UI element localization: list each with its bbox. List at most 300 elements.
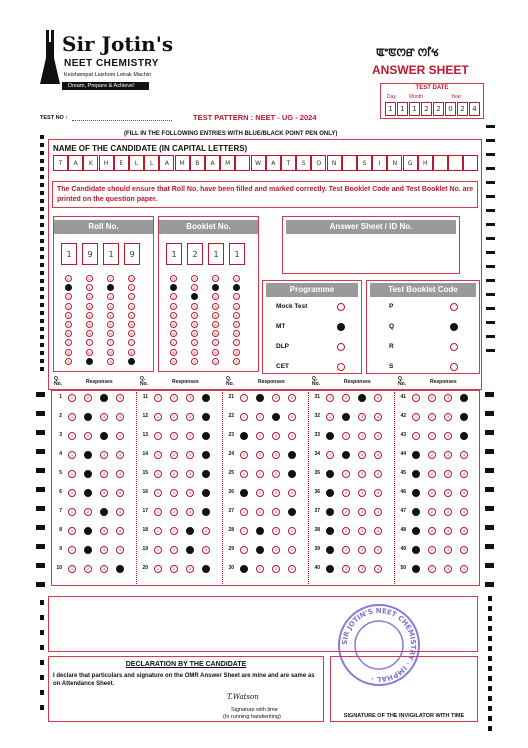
response-bubble[interactable]: 1 xyxy=(240,546,248,554)
response-bubble[interactable]: 1 xyxy=(326,394,334,402)
response-bubble[interactable]: 4 xyxy=(374,470,382,478)
roll-digit-cell[interactable]: 9 xyxy=(124,243,140,265)
roll-bubble[interactable]: 0 xyxy=(86,275,93,282)
booklet-bubble[interactable]: 1 xyxy=(233,284,240,291)
response-bubble[interactable]: 2 xyxy=(170,413,178,421)
response-bubble[interactable]: 3 xyxy=(272,470,280,478)
response-bubble[interactable]: 2 xyxy=(428,432,436,440)
roll-bubble[interactable]: 3 xyxy=(86,303,93,310)
response-bubble[interactable]: 3 xyxy=(186,508,194,516)
response-bubble[interactable]: 4 xyxy=(288,451,296,459)
response-bubble[interactable]: 2 xyxy=(84,413,92,421)
booklet-bubble[interactable]: 5 xyxy=(170,321,177,328)
date-digit-cell[interactable]: 2 xyxy=(457,102,468,116)
response-bubble[interactable]: 1 xyxy=(68,546,76,554)
name-letter-cell[interactable]: A xyxy=(205,155,220,171)
booklet-bubble[interactable]: 3 xyxy=(170,303,177,310)
candidate-signature[interactable]: T.Watson xyxy=(227,693,259,701)
name-letter-cell[interactable]: A xyxy=(159,155,174,171)
response-bubble[interactable]: 4 xyxy=(460,470,468,478)
roll-bubble[interactable]: 6 xyxy=(128,330,135,337)
response-bubble[interactable]: 3 xyxy=(186,432,194,440)
response-bubble[interactable]: 2 xyxy=(342,432,350,440)
roll-bubble[interactable]: 4 xyxy=(65,312,72,319)
name-letter-cell[interactable]: K xyxy=(83,155,98,171)
booklet-bubble[interactable]: 7 xyxy=(170,339,177,346)
name-letter-cell[interactable] xyxy=(235,155,250,171)
response-bubble[interactable]: 2 xyxy=(84,546,92,554)
response-bubble[interactable]: 1 xyxy=(412,527,420,535)
response-bubble[interactable]: 2 xyxy=(170,508,178,516)
booklet-code-option-bubble[interactable] xyxy=(450,323,458,331)
roll-bubble[interactable]: 9 xyxy=(128,358,135,365)
response-bubble[interactable]: 1 xyxy=(68,470,76,478)
response-bubble[interactable]: 3 xyxy=(444,527,452,535)
response-bubble[interactable]: 3 xyxy=(186,451,194,459)
response-bubble[interactable]: 1 xyxy=(68,527,76,535)
response-bubble[interactable]: 2 xyxy=(342,565,350,573)
response-bubble[interactable]: 3 xyxy=(186,546,194,554)
booklet-bubble[interactable]: 8 xyxy=(170,349,177,356)
response-bubble[interactable]: 1 xyxy=(326,432,334,440)
roll-bubble[interactable]: 8 xyxy=(65,349,72,356)
date-digit-cell[interactable]: 2 xyxy=(433,102,444,116)
name-letter-cell[interactable] xyxy=(448,155,463,171)
response-bubble[interactable]: 2 xyxy=(342,470,350,478)
response-bubble[interactable]: 3 xyxy=(272,546,280,554)
response-bubble[interactable]: 4 xyxy=(374,546,382,554)
response-bubble[interactable]: 2 xyxy=(256,527,264,535)
booklet-digit-cell[interactable]: 1 xyxy=(229,243,245,265)
response-bubble[interactable]: 4 xyxy=(460,489,468,497)
response-bubble[interactable]: 2 xyxy=(428,413,436,421)
name-letter-cell[interactable]: E xyxy=(114,155,129,171)
roll-digit-cell[interactable]: 9 xyxy=(82,243,98,265)
response-bubble[interactable]: 3 xyxy=(100,489,108,497)
response-bubble[interactable]: 1 xyxy=(412,508,420,516)
response-bubble[interactable]: 3 xyxy=(444,394,452,402)
response-bubble[interactable]: 3 xyxy=(186,413,194,421)
response-bubble[interactable]: 3 xyxy=(358,413,366,421)
response-bubble[interactable]: 1 xyxy=(412,413,420,421)
response-bubble[interactable]: 2 xyxy=(170,432,178,440)
response-bubble[interactable]: 4 xyxy=(288,413,296,421)
booklet-bubble[interactable]: 5 xyxy=(191,321,198,328)
name-letter-cell[interactable]: M xyxy=(175,155,190,171)
booklet-bubble[interactable]: 1 xyxy=(212,284,219,291)
date-digit-cell[interactable]: 2 xyxy=(421,102,432,116)
booklet-bubble[interactable]: 3 xyxy=(233,303,240,310)
response-bubble[interactable]: 1 xyxy=(154,565,162,573)
response-bubble[interactable]: 1 xyxy=(240,394,248,402)
response-bubble[interactable]: 2 xyxy=(428,489,436,497)
booklet-bubble[interactable]: 6 xyxy=(212,330,219,337)
response-bubble[interactable]: 2 xyxy=(256,565,264,573)
response-bubble[interactable]: 2 xyxy=(256,489,264,497)
response-bubble[interactable]: 3 xyxy=(444,451,452,459)
booklet-bubble[interactable]: 2 xyxy=(233,293,240,300)
programme-option-bubble[interactable] xyxy=(337,323,345,331)
response-bubble[interactable]: 1 xyxy=(154,470,162,478)
response-bubble[interactable]: 3 xyxy=(100,470,108,478)
response-bubble[interactable]: 2 xyxy=(256,508,264,516)
response-bubble[interactable]: 1 xyxy=(240,432,248,440)
roll-bubble[interactable]: 5 xyxy=(107,321,114,328)
roll-bubble[interactable]: 0 xyxy=(107,275,114,282)
booklet-digit-cell[interactable]: 1 xyxy=(208,243,224,265)
response-bubble[interactable]: 4 xyxy=(460,546,468,554)
response-bubble[interactable]: 3 xyxy=(272,489,280,497)
booklet-bubble[interactable]: 0 xyxy=(170,275,177,282)
name-letter-cell[interactable]: N xyxy=(387,155,402,171)
name-letter-cell[interactable]: A xyxy=(266,155,281,171)
response-bubble[interactable]: 3 xyxy=(100,508,108,516)
booklet-bubble[interactable]: 8 xyxy=(191,349,198,356)
name-letter-cell[interactable]: A xyxy=(68,155,83,171)
response-bubble[interactable]: 1 xyxy=(68,432,76,440)
response-bubble[interactable]: 4 xyxy=(460,451,468,459)
response-bubble[interactable]: 3 xyxy=(358,508,366,516)
response-bubble[interactable]: 3 xyxy=(186,565,194,573)
name-letter-cell[interactable]: B xyxy=(190,155,205,171)
response-bubble[interactable]: 3 xyxy=(272,565,280,573)
response-bubble[interactable]: 2 xyxy=(428,565,436,573)
response-bubble[interactable]: 3 xyxy=(358,451,366,459)
response-bubble[interactable]: 2 xyxy=(342,413,350,421)
name-letter-cell[interactable]: O xyxy=(311,155,326,171)
response-bubble[interactable]: 3 xyxy=(444,508,452,516)
response-bubble[interactable]: 4 xyxy=(116,470,124,478)
booklet-bubble[interactable]: 9 xyxy=(170,358,177,365)
response-bubble[interactable]: 3 xyxy=(444,546,452,554)
response-bubble[interactable]: 1 xyxy=(326,470,334,478)
response-bubble[interactable]: 4 xyxy=(460,565,468,573)
booklet-bubble[interactable]: 6 xyxy=(170,330,177,337)
response-bubble[interactable]: 3 xyxy=(186,470,194,478)
roll-bubble[interactable]: 8 xyxy=(128,349,135,356)
response-bubble[interactable]: 4 xyxy=(374,508,382,516)
response-bubble[interactable]: 1 xyxy=(240,451,248,459)
response-bubble[interactable]: 1 xyxy=(240,508,248,516)
response-bubble[interactable]: 3 xyxy=(100,432,108,440)
response-bubble[interactable]: 2 xyxy=(84,470,92,478)
name-letter-cell[interactable]: L xyxy=(144,155,159,171)
roll-bubble[interactable]: 4 xyxy=(86,312,93,319)
response-bubble[interactable]: 4 xyxy=(116,394,124,402)
response-bubble[interactable]: 2 xyxy=(170,394,178,402)
roll-bubble[interactable]: 2 xyxy=(107,293,114,300)
booklet-bubble[interactable]: 0 xyxy=(191,275,198,282)
programme-option-bubble[interactable] xyxy=(337,343,345,351)
response-bubble[interactable]: 3 xyxy=(358,546,366,554)
name-letter-cell[interactable]: I xyxy=(372,155,387,171)
roll-bubble[interactable]: 1 xyxy=(65,284,72,291)
date-digit-cell[interactable]: 4 xyxy=(469,102,480,116)
response-bubble[interactable]: 3 xyxy=(186,394,194,402)
roll-bubble[interactable]: 5 xyxy=(128,321,135,328)
response-bubble[interactable]: 1 xyxy=(412,432,420,440)
response-bubble[interactable]: 1 xyxy=(154,394,162,402)
name-grid[interactable] xyxy=(53,155,478,171)
response-bubble[interactable]: 1 xyxy=(326,489,334,497)
response-bubble[interactable]: 3 xyxy=(272,508,280,516)
booklet-bubble[interactable]: 7 xyxy=(212,339,219,346)
booklet-bubble[interactable]: 6 xyxy=(191,330,198,337)
response-bubble[interactable]: 1 xyxy=(240,489,248,497)
roll-bubble[interactable]: 5 xyxy=(86,321,93,328)
response-bubble[interactable]: 1 xyxy=(240,413,248,421)
response-bubble[interactable]: 4 xyxy=(202,489,210,497)
response-bubble[interactable]: 2 xyxy=(256,432,264,440)
name-letter-cell[interactable]: H xyxy=(418,155,433,171)
name-letter-cell[interactable]: H xyxy=(99,155,114,171)
response-bubble[interactable]: 1 xyxy=(326,413,334,421)
roll-bubble[interactable]: 9 xyxy=(86,358,93,365)
response-bubble[interactable]: 3 xyxy=(100,413,108,421)
roll-bubble[interactable]: 8 xyxy=(86,349,93,356)
response-bubble[interactable]: 1 xyxy=(326,546,334,554)
roll-bubble[interactable]: 7 xyxy=(128,339,135,346)
booklet-bubble[interactable]: 0 xyxy=(233,275,240,282)
response-bubble[interactable]: 1 xyxy=(240,470,248,478)
roll-bubble[interactable]: 7 xyxy=(86,339,93,346)
response-bubble[interactable]: 4 xyxy=(460,413,468,421)
booklet-bubble[interactable]: 7 xyxy=(233,339,240,346)
response-bubble[interactable]: 4 xyxy=(374,432,382,440)
response-bubble[interactable]: 4 xyxy=(460,394,468,402)
response-bubble[interactable]: 2 xyxy=(170,470,178,478)
name-letter-cell[interactable]: M xyxy=(220,155,235,171)
response-bubble[interactable]: 4 xyxy=(116,451,124,459)
response-bubble[interactable]: 4 xyxy=(116,508,124,516)
response-bubble[interactable]: 3 xyxy=(358,489,366,497)
response-bubble[interactable]: 3 xyxy=(358,432,366,440)
response-bubble[interactable]: 1 xyxy=(412,546,420,554)
response-bubble[interactable]: 2 xyxy=(84,508,92,516)
roll-bubble[interactable]: 6 xyxy=(65,330,72,337)
response-bubble[interactable]: 4 xyxy=(460,508,468,516)
booklet-bubble[interactable]: 1 xyxy=(170,284,177,291)
roll-bubble[interactable]: 5 xyxy=(65,321,72,328)
booklet-bubble[interactable]: 7 xyxy=(191,339,198,346)
date-digit-cell[interactable]: 1 xyxy=(397,102,408,116)
response-bubble[interactable]: 1 xyxy=(412,565,420,573)
response-bubble[interactable]: 1 xyxy=(68,565,76,573)
booklet-bubble[interactable]: 0 xyxy=(212,275,219,282)
response-bubble[interactable]: 4 xyxy=(288,394,296,402)
response-bubble[interactable]: 4 xyxy=(288,527,296,535)
response-bubble[interactable]: 2 xyxy=(170,565,178,573)
response-bubble[interactable]: 2 xyxy=(256,394,264,402)
response-bubble[interactable]: 1 xyxy=(412,489,420,497)
response-bubble[interactable]: 3 xyxy=(100,565,108,573)
response-bubble[interactable]: 4 xyxy=(202,546,210,554)
booklet-digit-cell[interactable]: 2 xyxy=(187,243,203,265)
programme-option-bubble[interactable] xyxy=(337,363,345,371)
date-digit-cell[interactable]: 1 xyxy=(385,102,396,116)
name-letter-cell[interactable] xyxy=(433,155,448,171)
response-bubble[interactable]: 1 xyxy=(68,508,76,516)
response-bubble[interactable]: 3 xyxy=(186,489,194,497)
response-bubble[interactable]: 3 xyxy=(100,546,108,554)
roll-bubble[interactable]: 2 xyxy=(86,293,93,300)
booklet-bubble[interactable]: 4 xyxy=(212,312,219,319)
response-bubble[interactable]: 4 xyxy=(202,394,210,402)
booklet-bubble[interactable]: 4 xyxy=(170,312,177,319)
response-bubble[interactable]: 4 xyxy=(116,527,124,535)
response-bubble[interactable]: 3 xyxy=(272,527,280,535)
name-letter-cell[interactable]: S xyxy=(357,155,372,171)
response-bubble[interactable]: 2 xyxy=(342,451,350,459)
response-bubble[interactable]: 2 xyxy=(84,565,92,573)
response-bubble[interactable]: 3 xyxy=(444,432,452,440)
response-bubble[interactable]: 4 xyxy=(202,432,210,440)
response-bubble[interactable]: 4 xyxy=(288,470,296,478)
response-bubble[interactable]: 2 xyxy=(428,546,436,554)
response-bubble[interactable]: 1 xyxy=(154,527,162,535)
response-bubble[interactable]: 1 xyxy=(154,413,162,421)
response-bubble[interactable]: 2 xyxy=(342,394,350,402)
response-bubble[interactable]: 3 xyxy=(272,394,280,402)
response-bubble[interactable]: 4 xyxy=(374,413,382,421)
roll-bubble[interactable]: 1 xyxy=(107,284,114,291)
booklet-bubble[interactable]: 5 xyxy=(212,321,219,328)
programme-option-bubble[interactable] xyxy=(337,303,345,311)
response-bubble[interactable]: 4 xyxy=(116,432,124,440)
booklet-bubble[interactable]: 3 xyxy=(212,303,219,310)
name-letter-cell[interactable]: L xyxy=(129,155,144,171)
roll-bubble[interactable]: 7 xyxy=(65,339,72,346)
response-bubble[interactable]: 4 xyxy=(460,432,468,440)
roll-bubble[interactable]: 3 xyxy=(65,303,72,310)
response-bubble[interactable]: 4 xyxy=(288,546,296,554)
response-bubble[interactable]: 4 xyxy=(202,565,210,573)
roll-digit-cell[interactable]: 1 xyxy=(61,243,77,265)
roll-bubble[interactable]: 4 xyxy=(107,312,114,319)
booklet-bubble[interactable]: 9 xyxy=(191,358,198,365)
name-letter-cell[interactable]: G xyxy=(403,155,418,171)
roll-bubble[interactable]: 9 xyxy=(65,358,72,365)
booklet-bubble[interactable]: 4 xyxy=(233,312,240,319)
response-bubble[interactable]: 3 xyxy=(358,394,366,402)
response-bubble[interactable]: 1 xyxy=(154,546,162,554)
response-bubble[interactable]: 2 xyxy=(84,451,92,459)
booklet-bubble[interactable]: 9 xyxy=(212,358,219,365)
date-digit-cell[interactable]: 0 xyxy=(445,102,456,116)
response-bubble[interactable]: 1 xyxy=(240,565,248,573)
response-bubble[interactable]: 1 xyxy=(154,489,162,497)
response-bubble[interactable]: 4 xyxy=(116,413,124,421)
booklet-bubble[interactable]: 8 xyxy=(233,349,240,356)
response-bubble[interactable]: 1 xyxy=(326,527,334,535)
response-bubble[interactable]: 2 xyxy=(256,413,264,421)
booklet-bubble[interactable]: 1 xyxy=(191,284,198,291)
response-bubble[interactable]: 2 xyxy=(256,451,264,459)
booklet-code-option-bubble[interactable] xyxy=(450,343,458,351)
response-bubble[interactable]: 2 xyxy=(342,546,350,554)
response-bubble[interactable]: 2 xyxy=(170,451,178,459)
response-bubble[interactable]: 4 xyxy=(116,546,124,554)
name-letter-cell[interactable]: N xyxy=(327,155,342,171)
response-bubble[interactable]: 3 xyxy=(100,394,108,402)
roll-bubble[interactable]: 8 xyxy=(107,349,114,356)
response-bubble[interactable]: 3 xyxy=(272,413,280,421)
response-bubble[interactable]: 1 xyxy=(68,394,76,402)
response-bubble[interactable]: 2 xyxy=(342,489,350,497)
response-bubble[interactable]: 2 xyxy=(428,470,436,478)
response-bubble[interactable]: 1 xyxy=(326,451,334,459)
response-bubble[interactable]: 4 xyxy=(288,508,296,516)
booklet-bubble[interactable]: 6 xyxy=(233,330,240,337)
response-bubble[interactable]: 1 xyxy=(154,451,162,459)
test-no-field[interactable] xyxy=(72,120,172,121)
response-bubble[interactable]: 3 xyxy=(358,527,366,535)
name-letter-cell[interactable]: T xyxy=(53,155,68,171)
response-bubble[interactable]: 3 xyxy=(358,470,366,478)
response-bubble[interactable]: 2 xyxy=(428,451,436,459)
response-bubble[interactable]: 3 xyxy=(444,489,452,497)
response-bubble[interactable]: 1 xyxy=(154,432,162,440)
roll-bubble[interactable]: 9 xyxy=(107,358,114,365)
response-bubble[interactable]: 3 xyxy=(358,565,366,573)
booklet-bubble[interactable]: 2 xyxy=(170,293,177,300)
response-bubble[interactable]: 4 xyxy=(202,451,210,459)
response-bubble[interactable]: 2 xyxy=(428,394,436,402)
response-bubble[interactable]: 3 xyxy=(444,565,452,573)
booklet-digit-cell[interactable]: 1 xyxy=(166,243,182,265)
response-bubble[interactable]: 2 xyxy=(428,527,436,535)
response-bubble[interactable]: 4 xyxy=(460,527,468,535)
response-bubble[interactable]: 1 xyxy=(68,451,76,459)
response-bubble[interactable]: 1 xyxy=(68,413,76,421)
roll-bubble[interactable]: 0 xyxy=(65,275,72,282)
name-letter-cell[interactable]: S xyxy=(296,155,311,171)
booklet-bubble[interactable]: 4 xyxy=(191,312,198,319)
response-bubble[interactable]: 2 xyxy=(342,527,350,535)
response-bubble[interactable]: 4 xyxy=(202,413,210,421)
response-bubble[interactable]: 3 xyxy=(186,527,194,535)
response-bubble[interactable]: 1 xyxy=(326,565,334,573)
response-bubble[interactable]: 2 xyxy=(256,546,264,554)
response-bubble[interactable]: 2 xyxy=(84,527,92,535)
response-bubble[interactable]: 2 xyxy=(256,470,264,478)
response-bubble[interactable]: 3 xyxy=(100,527,108,535)
response-bubble[interactable]: 2 xyxy=(84,489,92,497)
response-bubble[interactable]: 4 xyxy=(202,470,210,478)
response-bubble[interactable]: 4 xyxy=(288,565,296,573)
roll-bubble[interactable]: 7 xyxy=(107,339,114,346)
roll-bubble[interactable]: 2 xyxy=(65,293,72,300)
booklet-bubble[interactable]: 3 xyxy=(191,303,198,310)
response-bubble[interactable]: 3 xyxy=(100,451,108,459)
response-bubble[interactable]: 4 xyxy=(288,432,296,440)
roll-bubble[interactable]: 1 xyxy=(86,284,93,291)
booklet-code-option-bubble[interactable] xyxy=(450,303,458,311)
response-bubble[interactable]: 2 xyxy=(428,508,436,516)
booklet-bubble[interactable]: 9 xyxy=(233,358,240,365)
roll-bubble[interactable]: 0 xyxy=(128,275,135,282)
booklet-bubble[interactable]: 2 xyxy=(212,293,219,300)
response-bubble[interactable]: 4 xyxy=(116,489,124,497)
booklet-code-option-bubble[interactable] xyxy=(450,363,458,371)
response-bubble[interactable]: 4 xyxy=(374,565,382,573)
roll-bubble[interactable]: 1 xyxy=(128,284,135,291)
response-bubble[interactable]: 1 xyxy=(412,394,420,402)
response-bubble[interactable]: 1 xyxy=(412,451,420,459)
roll-bubble[interactable]: 4 xyxy=(128,312,135,319)
name-letter-cell[interactable]: T xyxy=(281,155,296,171)
response-bubble[interactable]: 2 xyxy=(84,432,92,440)
